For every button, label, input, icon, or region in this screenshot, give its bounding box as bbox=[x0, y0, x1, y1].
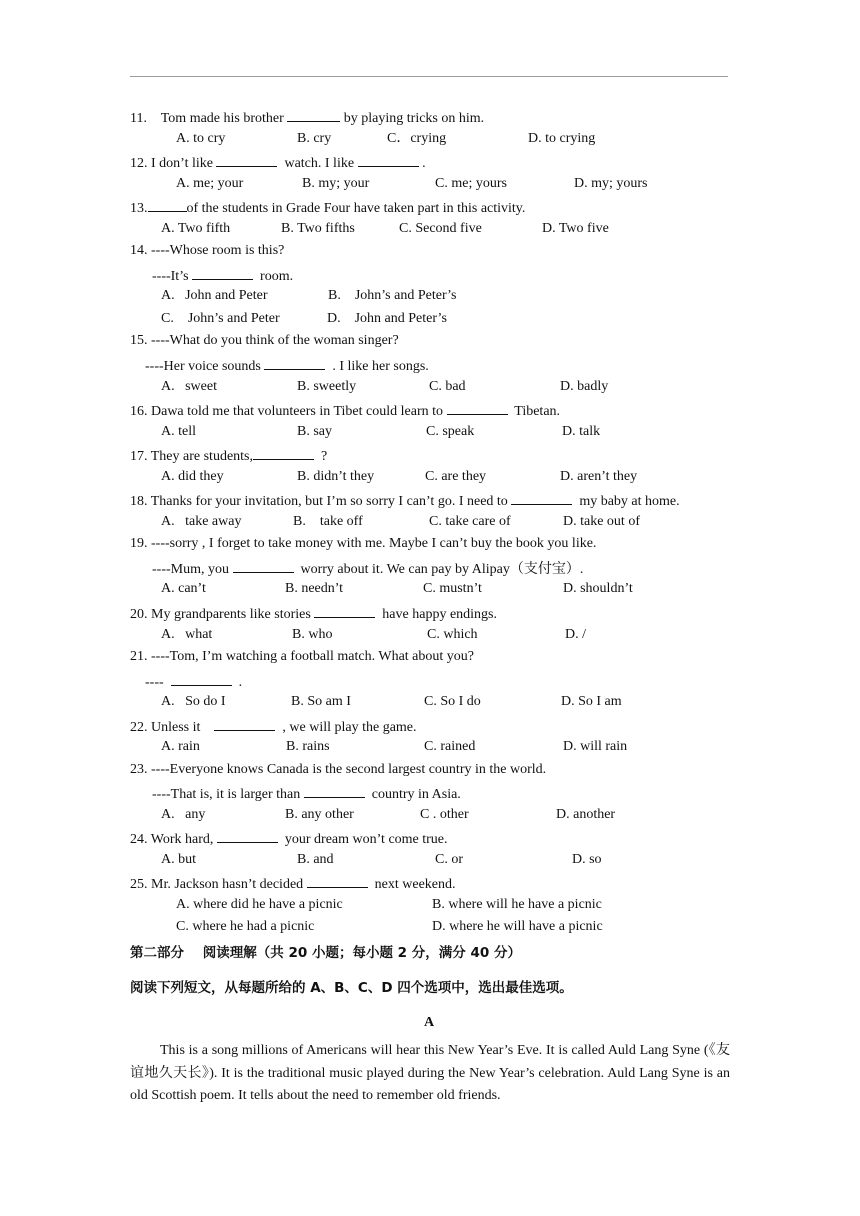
q17-option-a: A. did they bbox=[161, 469, 224, 484]
answer-blank bbox=[358, 154, 419, 167]
q23-option-a: A. any bbox=[161, 807, 206, 822]
q20-option-d: D. / bbox=[565, 627, 586, 642]
question-19-reply: ----Mum, you worry about it. We can pay by Alipay（支付宝）. bbox=[152, 562, 584, 577]
answer-blank bbox=[511, 492, 572, 505]
question-21-stem: 21. ----Tom, I’m watching a football match. What about you? bbox=[130, 649, 474, 664]
answer-blank bbox=[216, 154, 277, 167]
q15-option-b: B. sweetly bbox=[297, 379, 357, 394]
q18-option-c: C. take care of bbox=[429, 514, 511, 529]
q14-option-c: C. John’s and Peter bbox=[161, 311, 280, 326]
q20-option-a: A. what bbox=[161, 627, 213, 642]
q23-option-c: C . other bbox=[420, 807, 469, 822]
q12-option-b: B. my; your bbox=[302, 176, 370, 191]
question-24-stem: 24. Work hard, your dream won’t come true. bbox=[130, 832, 448, 847]
q25-option-c: C. where he had a picnic bbox=[176, 919, 315, 934]
q25-option-a: A. where did he have a picnic bbox=[176, 897, 343, 912]
answer-blank bbox=[447, 402, 508, 415]
q14-option-b: B. John’s and Peter’s bbox=[328, 288, 457, 303]
question-23-reply: ----That is, it is larger than country in Asia. bbox=[152, 787, 461, 802]
q16-option-a: A. tell bbox=[161, 424, 196, 439]
question-25-stem: 25. Mr. Jackson hasn’t decided next weekend. bbox=[130, 877, 456, 892]
answer-blank bbox=[307, 875, 368, 888]
q11-option-b: B. cry bbox=[297, 131, 332, 146]
q24-option-a: A. but bbox=[161, 852, 196, 867]
question-19-stem: 19. ----sorry , I forget to take money with me. Maybe I can’t buy the book you like. bbox=[130, 536, 597, 551]
answer-blank bbox=[192, 267, 253, 280]
answer-blank bbox=[264, 357, 325, 370]
answer-blank bbox=[171, 673, 232, 686]
question-20-stem: 20. My grandparents like stories have happy endings. bbox=[130, 607, 497, 622]
question-14-stem: 14. ----Whose room is this? bbox=[130, 243, 285, 258]
q25-option-b: B. where will he have a picnic bbox=[432, 897, 602, 912]
answer-blank bbox=[217, 830, 278, 843]
q17-option-d: D. aren’t they bbox=[560, 469, 638, 484]
answer-blank bbox=[253, 447, 314, 460]
q23-option-b: B. any other bbox=[285, 807, 354, 822]
answer-blank bbox=[214, 718, 275, 731]
question-16-stem: 16. Dawa told me that volunteers in Tibet could learn to Tibetan. bbox=[130, 404, 561, 419]
q17-option-b: B. didn’t they bbox=[297, 469, 375, 484]
passage-paragraph: This is a song millions of Americans will hear this New Year’s Eve. It is called Auld Lang Syne (《友谊地久天长》). It is the traditional music played during the New Year’s celebration. Auld Lang Syne is an old Scottish poem. It tells about the need to remember old friends. bbox=[130, 1043, 730, 1103]
q13-option-a: A. Two fifth bbox=[161, 221, 231, 236]
question-12-stem: 12. I don’t like watch. I like . bbox=[130, 156, 426, 171]
q13-option-d: D. Two five bbox=[542, 221, 609, 236]
q24-option-d: D. so bbox=[572, 852, 602, 867]
q19-option-d: D. shouldn’t bbox=[563, 581, 633, 596]
q18-option-a: A. take away bbox=[161, 514, 242, 529]
question-11-stem: 11. Tom made his brother by playing tricks on him. bbox=[130, 111, 485, 126]
section-2-instruction: 阅读下列短文，从每题所给的 A、B、C、D 四个选项中，选出最佳选项。 bbox=[130, 980, 573, 996]
q15-option-c: C. bad bbox=[429, 379, 466, 394]
question-13-stem: 13. of the students in Grade Four have taken part in this activity. bbox=[130, 201, 526, 216]
q13-option-c: C. Second five bbox=[399, 221, 482, 236]
answer-blank bbox=[304, 785, 365, 798]
q16-option-c: C. speak bbox=[426, 424, 475, 439]
q12-option-c: C. me; yours bbox=[435, 176, 507, 191]
q12-option-d: D. my; yours bbox=[574, 176, 648, 191]
q16-option-d: D. talk bbox=[562, 424, 601, 439]
header-rule bbox=[130, 76, 728, 77]
q16-option-b: B. say bbox=[297, 424, 332, 439]
q23-option-d: D. another bbox=[556, 807, 616, 822]
section-2-heading: 第二部分 阅读理解（共 20 小题；每小题 2 分，满分 40 分） bbox=[130, 945, 521, 961]
q13-option-b: B. Two fifths bbox=[281, 221, 355, 236]
q12-option-a: A. me; your bbox=[176, 176, 244, 191]
answer-blank bbox=[148, 199, 187, 212]
q21-option-c: C. So I do bbox=[424, 694, 481, 709]
q20-option-b: B. who bbox=[292, 627, 333, 642]
q11-option-a: A. to cry bbox=[176, 131, 226, 146]
answer-blank bbox=[233, 560, 294, 573]
q15-option-a: A. sweet bbox=[161, 379, 217, 394]
q20-option-c: C. which bbox=[427, 627, 478, 642]
q21-option-d: D. So I am bbox=[561, 694, 622, 709]
q22-option-a: A. rain bbox=[161, 739, 200, 754]
q15-option-d: D. badly bbox=[560, 379, 609, 394]
answer-blank bbox=[287, 109, 340, 122]
question-18-stem: 18. Thanks for your invitation, but I’m so sorry I can’t go. I need to my baby at home. bbox=[130, 494, 680, 509]
q24-option-b: B. and bbox=[297, 852, 334, 867]
q11-option-d: D. to crying bbox=[528, 131, 596, 146]
q14-option-a: A. John and Peter bbox=[161, 288, 268, 303]
q22-option-c: C. rained bbox=[424, 739, 476, 754]
question-23-stem: 23. ----Everyone knows Canada is the second largest country in the world. bbox=[130, 762, 547, 777]
passage-label: A bbox=[423, 1015, 435, 1030]
q17-option-c: C. are they bbox=[425, 469, 487, 484]
q25-option-d: D. where he will have a picnic bbox=[432, 919, 603, 934]
question-15-stem: 15. ----What do you think of the woman singer? bbox=[130, 333, 399, 348]
question-14-reply: ----It’s room. bbox=[152, 269, 294, 284]
question-15-reply: ----Her voice sounds . I like her songs. bbox=[145, 359, 429, 374]
q19-option-a: A. can’t bbox=[161, 581, 206, 596]
q21-option-a: A. So do I bbox=[161, 694, 226, 709]
question-17-stem: 17. They are students, ? bbox=[130, 449, 328, 464]
question-22-stem: 22. Unless it , we will play the game. bbox=[130, 720, 417, 735]
q24-option-c: C. or bbox=[435, 852, 463, 867]
q19-option-c: C. mustn’t bbox=[423, 581, 482, 596]
q22-option-b: B. rains bbox=[286, 739, 330, 754]
q11-option-c: C．crying bbox=[387, 131, 447, 146]
answer-blank bbox=[314, 605, 375, 618]
q14-option-d: D. John and Peter’s bbox=[327, 311, 447, 326]
q22-option-d: D. will rain bbox=[563, 739, 628, 754]
q19-option-b: B. needn’t bbox=[285, 581, 344, 596]
question-21-reply: ---- . bbox=[145, 675, 243, 690]
q18-option-d: D. take out of bbox=[563, 514, 640, 529]
q18-option-b: B. take off bbox=[293, 514, 363, 529]
q21-option-b: B. So am I bbox=[291, 694, 351, 709]
